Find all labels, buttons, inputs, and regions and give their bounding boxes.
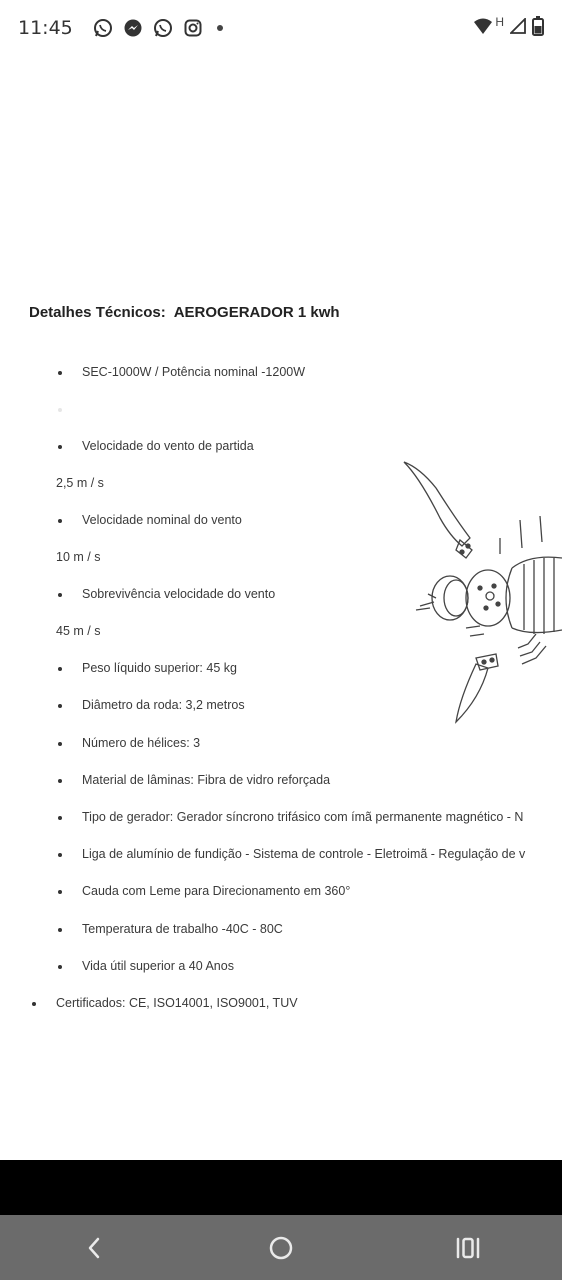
recent-apps-button[interactable] bbox=[438, 1218, 498, 1278]
title-product: AEROGERADOR 1 kwh bbox=[173, 304, 340, 321]
notification-icons bbox=[93, 18, 223, 38]
title-prefix: Detalhes Técnicos: bbox=[29, 304, 166, 321]
spec-item: Cauda com Leme para Direcionamento em 360° bbox=[82, 884, 351, 898]
system-icons bbox=[473, 16, 544, 36]
system-navigation-bar bbox=[0, 1215, 562, 1280]
spec-item: Material de lâminas: Fibra de vidro reforçada bbox=[82, 773, 331, 787]
wifi-icon bbox=[473, 17, 493, 35]
spec-item: Velocidade nominal do vento bbox=[82, 513, 242, 527]
instagram-icon bbox=[183, 18, 203, 38]
status-bar bbox=[0, 0, 562, 56]
home-button[interactable] bbox=[251, 1218, 311, 1278]
screen-black-band bbox=[0, 1160, 562, 1215]
spec-item: Peso líquido superior: 45 kg bbox=[82, 661, 237, 675]
spec-item: Liga de alumínio de fundição - Sistema de controle - Eletroimã - Regulação de v bbox=[82, 847, 526, 861]
clock: 11:45 bbox=[18, 17, 73, 39]
spec-item: Vida útil superior a 40 Anos bbox=[82, 959, 234, 973]
whatsapp-icon bbox=[153, 18, 173, 38]
battery-icon bbox=[532, 16, 544, 36]
whatsapp-icon bbox=[93, 18, 113, 38]
spec-item: Diâmetro da roda: 3,2 metros bbox=[82, 698, 245, 712]
spec-item: SEC-1000W / Potência nominal -1200W bbox=[82, 365, 306, 379]
spec-item: Número de hélices: 3 bbox=[82, 736, 201, 750]
spec-item: Temperatura de trabalho -40C - 80C bbox=[82, 922, 283, 936]
spec-item: Sobrevivência velocidade do vento bbox=[82, 587, 276, 601]
back-icon bbox=[86, 1236, 102, 1260]
spec-value: 45 m / s bbox=[56, 624, 101, 638]
recent-apps-icon bbox=[455, 1237, 481, 1259]
network-type-label: H bbox=[495, 15, 504, 29]
spec-value: 10 m / s bbox=[56, 550, 101, 564]
spec-value: 2,5 m / s bbox=[56, 476, 104, 490]
turbine-exploded-diagram bbox=[400, 458, 562, 726]
spec-item: Velocidade do vento de partida bbox=[82, 439, 254, 453]
spec-item-faded bbox=[82, 402, 85, 416]
document-page[interactable] bbox=[0, 56, 562, 1160]
spec-item: Tipo de gerador: Gerador síncrono trifásico com ímã permanente magnético - N bbox=[82, 810, 524, 824]
spec-item-certificates: Certificados: CE, ISO14001, ISO9001, TUV bbox=[56, 996, 298, 1010]
page-title bbox=[29, 304, 340, 321]
more-notifications-icon bbox=[217, 25, 223, 31]
messenger-icon bbox=[123, 18, 143, 38]
home-icon bbox=[268, 1235, 294, 1261]
back-button[interactable] bbox=[64, 1218, 124, 1278]
signal-icon bbox=[510, 18, 526, 34]
